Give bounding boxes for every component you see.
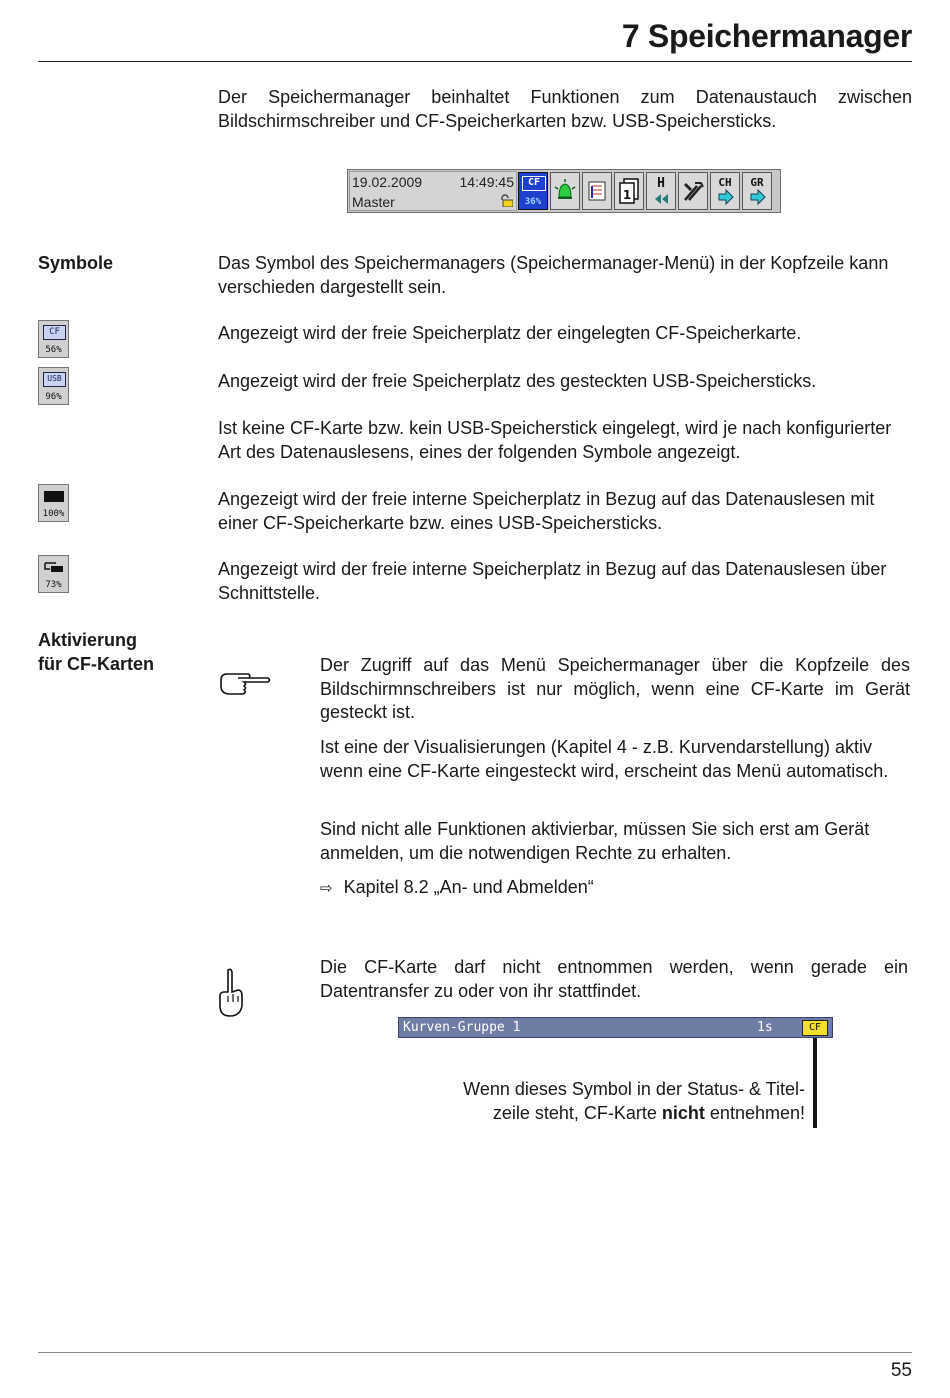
gr-label: GR bbox=[750, 176, 764, 189]
interface-memory-description: Angezeigt wird der freie interne Speicherplatz in Bezug auf das Datenauslesen über Schnittstelle. bbox=[218, 559, 887, 603]
pointing-hand-icon bbox=[218, 670, 272, 705]
cf-percent: 36% bbox=[524, 197, 542, 207]
header-rule bbox=[38, 61, 912, 62]
chapter-reference bbox=[320, 876, 910, 901]
interface-cable-icon bbox=[42, 559, 66, 575]
visualization-note-paragraph: Ist eine der Visualisierungen (Kapitel 4 - z.B. Kurvendarstellung) aktiv wenn eine CF-Karte eingesteckt wird, erscheint das Menü automatisch. bbox=[320, 737, 889, 781]
status-title-bar bbox=[398, 1017, 833, 1038]
toolbar-date: 19.02.2009 bbox=[352, 174, 423, 190]
svg-text:1: 1 bbox=[622, 188, 632, 202]
interface-memory-percent: 73% bbox=[45, 580, 62, 590]
cf-symbol-icon bbox=[38, 320, 69, 358]
usb-symbol-description: Angezeigt wird der freie Speicherplatz des gesteckten USB-Speichersticks. bbox=[218, 371, 817, 391]
section-heading-aktivierung bbox=[38, 629, 154, 676]
cf-label: CF bbox=[522, 176, 546, 191]
access-note-paragraph: Der Zugriff auf das Menü Speichermanager über die Kopfzeile des Bildschirmnschreibers ist nur möglich, wenn eine CF-Karte im Gerät gesteckt ist. bbox=[320, 655, 910, 722]
usb-symbol-percent: 96% bbox=[45, 392, 62, 402]
event-list-icon[interactable] bbox=[582, 172, 612, 210]
warning-paragraph: Die CF-Karte darf nicht entnommen werden, wenn gerade ein Datentransfer zu oder von ihr stattfindet. bbox=[320, 957, 908, 1001]
internal-memory-percent: 100% bbox=[42, 509, 65, 519]
cf-symbol-description: Angezeigt wird der freie Speicherplatz der eingelegten CF-Speicherkarte. bbox=[218, 323, 802, 343]
aktivierung-heading-line2: für CF-Karten bbox=[38, 653, 154, 674]
usb-symbol-icon bbox=[38, 367, 69, 405]
intro-paragraph: Der Speichermanager beinhaltet Funktionen zum Datenaustauch zwischen Bildschirmschreiber und CF-Speicherkarten bzw. USB-Speichersticks. bbox=[218, 87, 912, 131]
page-title: 7 Speichermanager bbox=[621, 18, 912, 54]
rights-note-paragraph: Sind nicht alle Funktionen aktivierbar, müssen Sie sich erst am Gerät anmelden, um die notwendigen Rechte zu erhalten. bbox=[320, 819, 870, 863]
cf-symbol-label: CF bbox=[43, 325, 66, 340]
usb-symbol-label: USB bbox=[43, 372, 66, 387]
alarm-bell-icon[interactable] bbox=[550, 172, 580, 210]
callout-leader-line bbox=[813, 1038, 817, 1128]
lock-icon bbox=[499, 194, 513, 207]
raised-finger-icon bbox=[216, 966, 246, 1023]
statusbar-caption bbox=[380, 1078, 805, 1125]
gr-arrow-icon[interactable] bbox=[742, 172, 772, 210]
chapter-reference-link[interactable]: Kapitel 8.2 „An- und Abmelden“ bbox=[343, 877, 594, 897]
memory-chip-icon bbox=[44, 491, 64, 502]
caption-line2: zeile steht, CF-Karte nicht entnehmen! bbox=[492, 1102, 805, 1123]
internal-memory-symbol-icon bbox=[38, 484, 69, 522]
header-toolbar bbox=[347, 169, 781, 213]
toolbar-time: 14:49:45 bbox=[459, 174, 514, 190]
cf-memory-button[interactable] bbox=[518, 172, 548, 210]
no-media-note: Ist keine CF-Karte bzw. kein USB-Speicherstick eingelegt, wird je nach konfigurierter Art des Datenauslesens, eines der folgenden Symbole angezeigt. bbox=[218, 418, 892, 462]
date-time-panel bbox=[349, 171, 517, 211]
statusbar-time: 1s bbox=[757, 1020, 773, 1035]
caption-line1: Wenn dieses Symbol in der Status- & Titel- bbox=[463, 1079, 805, 1099]
ch-label: CH bbox=[718, 176, 732, 189]
caption-emphasis: nicht bbox=[661, 1102, 705, 1123]
history-label: H bbox=[657, 176, 665, 191]
cf-symbol-percent: 56% bbox=[45, 345, 62, 355]
arrow-right-icon: ⇨ bbox=[320, 879, 333, 897]
ch-arrow-icon[interactable] bbox=[710, 172, 740, 210]
section-heading-symbole: Symbole bbox=[38, 253, 114, 273]
history-rewind-icon[interactable] bbox=[646, 172, 676, 210]
toolbar-user: Master bbox=[352, 194, 395, 210]
aktivierung-heading-line1: Aktivierung bbox=[38, 630, 138, 650]
cf-status-icon: CF bbox=[802, 1020, 828, 1036]
page-number: 55 bbox=[890, 1360, 912, 1381]
tools-icon[interactable] bbox=[678, 172, 708, 210]
internal-memory-description: Angezeigt wird der freie interne Speicherplatz in Bezug auf das Datenauslesen mit einer CF-Speicherkarte bzw. eines USB-Speichersticks. bbox=[218, 489, 875, 533]
page-one-icon[interactable] bbox=[614, 172, 644, 210]
symbole-intro: Das Symbol des Speichermanagers (Speichermanager-Menü) in der Kopfzeile kann verschieden dargestellt sein. bbox=[218, 253, 889, 297]
statusbar-title: Kurven-Gruppe 1 bbox=[403, 1020, 521, 1035]
footer-rule bbox=[38, 1352, 912, 1353]
interface-memory-symbol-icon bbox=[38, 555, 69, 593]
